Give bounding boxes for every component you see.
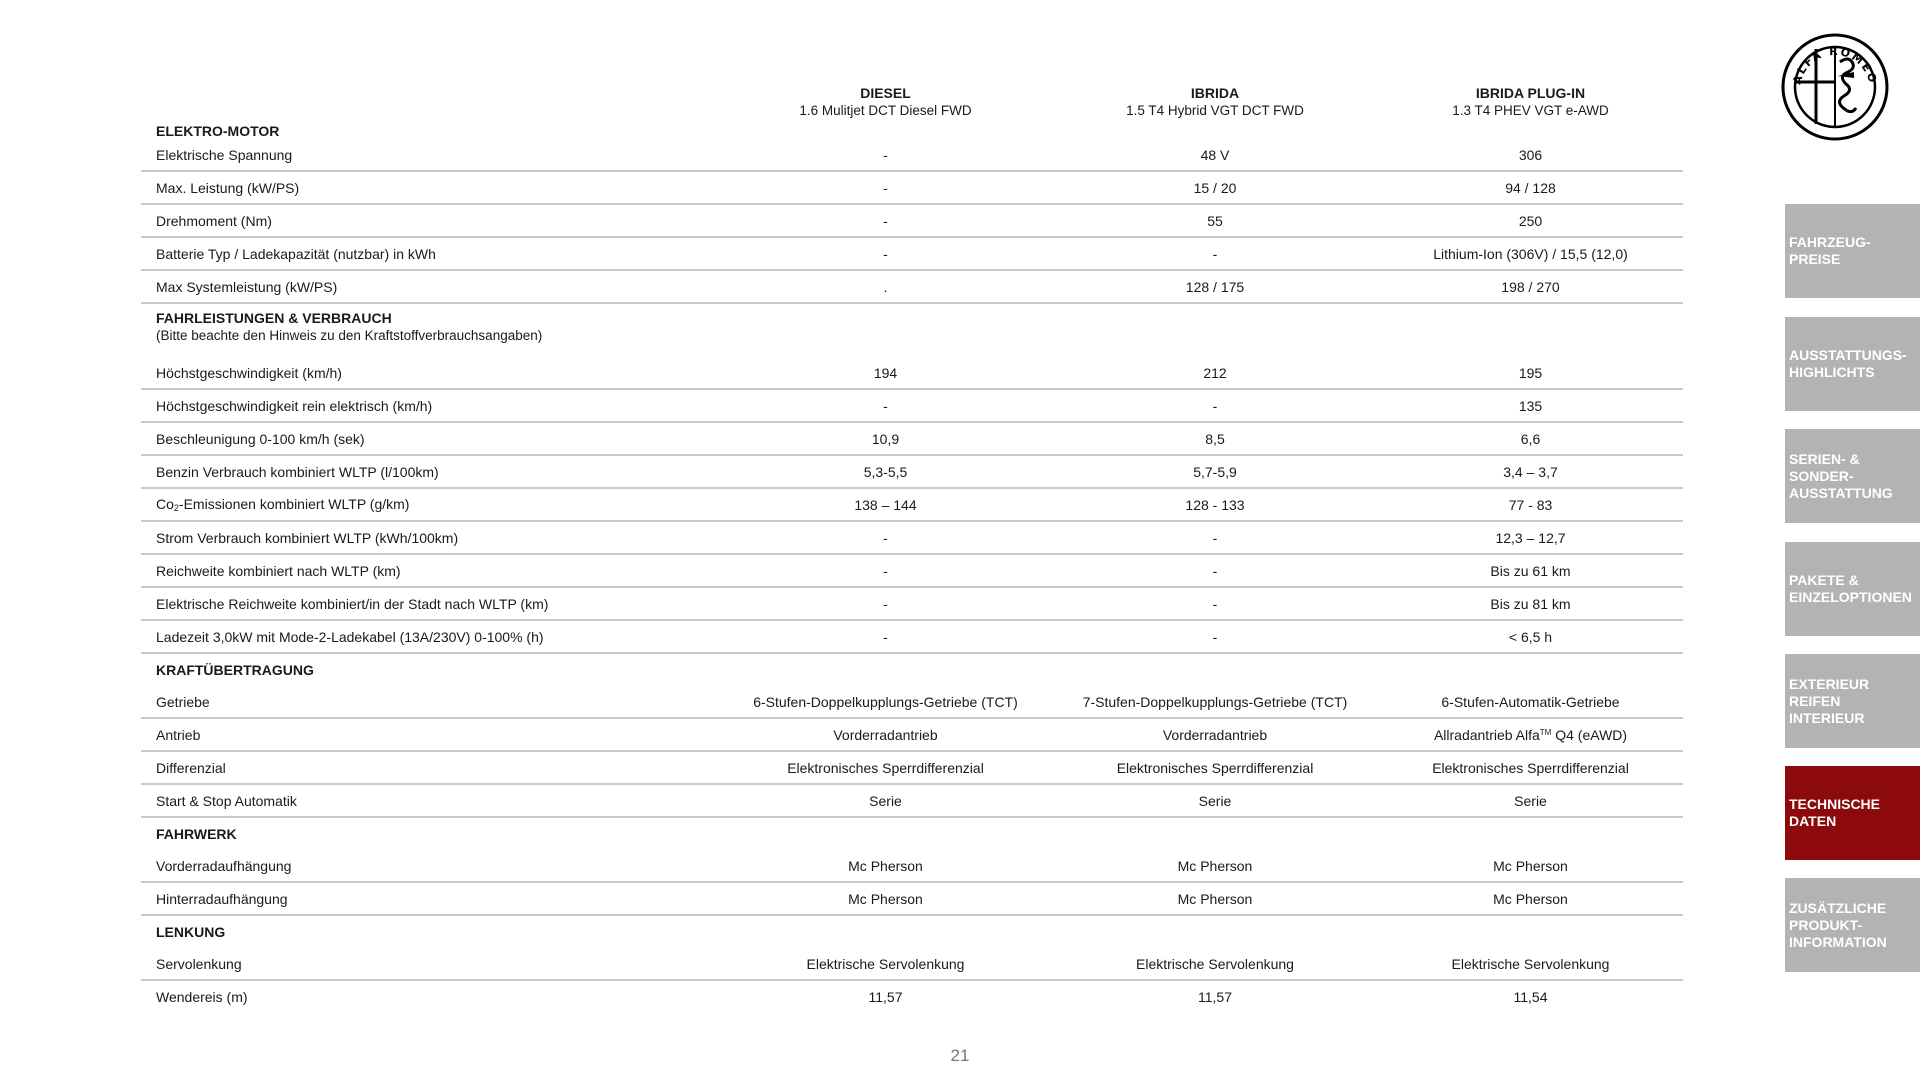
cell-value: 212 <box>1052 357 1378 389</box>
cell-value: Mc Pherson <box>1052 850 1378 882</box>
nav-item-pakete-einzeloptionen[interactable]: PAKETE & EINZELOPTIONEN <box>1785 542 1920 636</box>
cell-value: Elektrische Servolenkung <box>1378 948 1683 980</box>
cell-value: Elektronisches Sperrdifferenzial <box>1378 751 1683 784</box>
table-row <box>141 850 1683 882</box>
cell-value: 128 / 175 <box>1052 270 1378 303</box>
cell-value: 198 / 270 <box>1378 270 1683 303</box>
cell-value: - <box>1052 587 1378 620</box>
table-row <box>141 204 1683 237</box>
cell-value: Vorderradantrieb <box>719 718 1052 751</box>
cell-value: Elektrische Servolenkung <box>719 948 1052 980</box>
cell-value: - <box>719 521 1052 554</box>
section-note: (Bitte beachte den Hinweis zu den Kraftstoffverbrauchsangaben) <box>156 328 543 343</box>
cell-value: Mc Pherson <box>1052 882 1378 915</box>
row-label: Strom Verbrauch kombiniert WLTP (kWh/100km) <box>141 521 719 554</box>
section-title: KRAFTÜBERTRAGUNG <box>156 662 314 678</box>
row-label: Wendereis (m) <box>156 988 248 1005</box>
cell-value: < 6,5 h <box>1378 620 1683 653</box>
cell-value: 3,4 – 3,7 <box>1378 455 1683 488</box>
header-spacer <box>141 82 719 119</box>
section-title-block <box>141 303 1683 357</box>
cell-value: 10,9 <box>719 422 1052 455</box>
table-row <box>141 587 1683 620</box>
table-row <box>141 237 1683 270</box>
section-heading-row <box>141 817 1683 850</box>
cell-value: Elektronisches Sperrdifferenzial <box>719 751 1052 784</box>
cell-value: 6-Stufen-Automatik-Getriebe <box>1378 686 1683 718</box>
cell-value: - <box>1052 237 1378 270</box>
table-row <box>141 784 1683 817</box>
cell-value: - <box>1052 620 1378 653</box>
row-label: $Co_2$-Emissionen kombiniert WLTP (g/km) <box>141 488 719 521</box>
cell-value: - <box>1052 521 1378 554</box>
table-row <box>141 980 1683 1012</box>
page-number: 21 <box>950 1046 970 1065</box>
row-label: Antrieb <box>141 718 719 751</box>
cell-value: 135 <box>1378 389 1683 422</box>
row-label: Batterie Typ / Ladekapazität (nutzbar) in kWh <box>141 237 719 270</box>
row-label: Drehmoment (Nm) <box>141 204 719 237</box>
section-heading-row <box>141 303 1683 357</box>
cell-value: Lithium-Ion (306V) / 15,5 (12,0) <box>1378 237 1683 270</box>
cell-value: 250 <box>1378 204 1683 237</box>
nav-item-serien-sonderausstattung[interactable]: SERIEN- & SONDER- AUSSTATTUNG <box>1785 429 1920 523</box>
cell-value: 128 - 133 <box>1052 488 1378 521</box>
nav-item-fahrzeugpreise[interactable]: FAHRZEUG- PREISE <box>1785 204 1920 298</box>
cell-value: Vorderradantrieb <box>1052 718 1378 751</box>
cell-value: Mc Pherson <box>1378 882 1683 915</box>
section-title: ELEKTRO-MOTOR <box>156 123 280 139</box>
row-label: Vorderradaufhängung <box>141 850 719 882</box>
row-label: Start & Stop Automatik <box>141 784 719 817</box>
cell-value: 48 V <box>1052 139 1378 171</box>
section-heading-row <box>141 119 1683 139</box>
row-label: Höchstgeschwindigkeit rein elektrisch (km/h) <box>141 389 719 422</box>
cell-value: 11,57 <box>1198 988 1232 1005</box>
table-row <box>141 139 1683 171</box>
cell-value: Serie <box>1378 784 1683 817</box>
cell-value: Bis zu 81 km <box>1378 587 1683 620</box>
cell-value: Mc Pherson <box>719 850 1052 882</box>
row-label: Ladezeit 3,0kW mit Mode-2-Ladekabel (13A/230V) 0-100% (h) <box>141 620 719 653</box>
row-label: Servolenkung <box>141 948 719 980</box>
cell-value: - <box>719 171 1052 204</box>
row-label: Hinterradaufhängung <box>141 882 719 915</box>
cell-value: 55 <box>1052 204 1378 237</box>
cell-value: 15 / 20 <box>1052 171 1378 204</box>
table-row <box>141 686 1683 718</box>
section-title: LENKUNG <box>156 924 226 940</box>
table-row <box>141 389 1683 422</box>
table-row <box>141 948 1683 980</box>
table-row <box>141 620 1683 653</box>
row-label: Höchstgeschwindigkeit (km/h) <box>141 357 719 389</box>
section-heading-row <box>141 915 1683 948</box>
table-row <box>141 521 1683 554</box>
table-row <box>141 357 1683 389</box>
row-label: Elektrische Spannung <box>141 139 719 171</box>
row-label: Getriebe <box>141 686 719 718</box>
table-row <box>141 718 1683 751</box>
cell-value: 11,57 <box>868 988 903 1005</box>
cell-value: 94 / 128 <box>1378 171 1683 204</box>
section-title: FAHRLEISTUNGEN & VERBRAUCH <box>156 310 392 326</box>
section-heading-row <box>141 653 1683 686</box>
cell-value: Bis zu 61 km <box>1378 554 1683 587</box>
table-row <box>141 554 1683 587</box>
cell-value: Mc Pherson <box>1378 850 1683 882</box>
cell-value: - <box>1052 554 1378 587</box>
cell-value: Elektronisches Sperrdifferenzial <box>1052 751 1378 784</box>
table-row <box>141 882 1683 915</box>
nav-item-technische-daten[interactable]: TECHNISCHE DATEN <box>1785 766 1920 860</box>
row-label: Reichweite kombiniert nach WLTP (km) <box>141 554 719 587</box>
table-row <box>141 751 1683 784</box>
cell-value: Elektrische Servolenkung <box>1052 948 1378 980</box>
cell-value: 194 <box>719 357 1052 389</box>
row-label: Max Systemleistung (kW/PS) <box>141 270 719 303</box>
cell-value: . <box>719 270 1052 303</box>
table-row <box>141 488 1683 521</box>
row-label: Max. Leistung (kW/PS) <box>141 171 719 204</box>
technical-data-table <box>141 82 1683 1012</box>
nav-item-ausstattungshighlights[interactable]: AUSSTATTUNGS- HIGHLICHTS <box>1785 317 1920 411</box>
table-row <box>141 422 1683 455</box>
cell-value: 5,7-5,9 <box>1052 455 1378 488</box>
model-header-ibrida: IBRIDA 1.5 T4 Hybrid VGT DCT FWD <box>1126 85 1304 118</box>
cell-value: - <box>1052 389 1378 422</box>
table-row <box>141 171 1683 204</box>
model-header-row <box>141 82 1683 119</box>
cell-value: Serie <box>719 784 1052 817</box>
cell-value: - <box>719 204 1052 237</box>
row-label: Beschleunigung 0-100 km/h (sek) <box>141 422 719 455</box>
cell-value: - <box>719 620 1052 653</box>
cell-value: 7-Stufen-Doppelkupplungs-Getriebe (TCT) <box>1052 686 1378 718</box>
nav-item-exterieur-reifen-interieur[interactable]: EXTERIEUR REIFEN INTERIEUR <box>1785 654 1920 748</box>
table-row <box>141 455 1683 488</box>
logo-lettering: ALFA ROMEO <box>1790 44 1880 86</box>
cell-value: - <box>719 389 1052 422</box>
cell-value: 306 <box>1378 139 1683 171</box>
cell-value: - <box>719 587 1052 620</box>
table-row <box>141 270 1683 303</box>
cell-value: Mc Pherson <box>719 882 1052 915</box>
row-label: Differenzial <box>141 751 719 784</box>
model-header-diesel: DIESEL 1.6 Mulitjet DCT Diesel FWD <box>799 85 972 118</box>
cell-value: - <box>719 554 1052 587</box>
cell-value: 11,54 <box>1513 988 1548 1005</box>
cell-value: 77 - 83 <box>1378 488 1683 521</box>
model-header-ibrida-plug-in: IBRIDA PLUG-IN 1.3 T4 PHEV VGT e-AWD <box>1452 85 1609 118</box>
cell-value: - <box>719 139 1052 171</box>
cell-value: 138 – 144 <box>719 488 1052 521</box>
cell-value: 5,3-5,5 <box>719 455 1052 488</box>
row-label: Elektrische Reichweite kombiniert/in der Stadt nach WLTP (km) <box>141 587 719 620</box>
alfa-romeo-logo <box>1780 32 1890 142</box>
alfa-romeo-emblem-icon <box>1780 32 1890 142</box>
cell-value: Allradantrieb Alfa™ Q4 (eAWD) <box>1378 718 1683 751</box>
section-title: FAHRWERK <box>156 826 237 842</box>
cell-value: 195 <box>1378 357 1683 389</box>
nav-item-zusaetzliche-produktinformation[interactable]: ZUSÄTZLICHE PRODUKT- INFORMATION <box>1785 878 1920 972</box>
cell-value: 6,6 <box>1378 422 1683 455</box>
cell-value: Serie <box>1052 784 1378 817</box>
cell-value: - <box>719 237 1052 270</box>
cell-value: 6-Stufen-Doppelkupplungs-Getriebe (TCT) <box>719 686 1052 718</box>
row-label: Benzin Verbrauch kombiniert WLTP (l/100km) <box>141 455 719 488</box>
cell-value: 12,3 – 12,7 <box>1378 521 1683 554</box>
cell-value: 8,5 <box>1052 422 1378 455</box>
